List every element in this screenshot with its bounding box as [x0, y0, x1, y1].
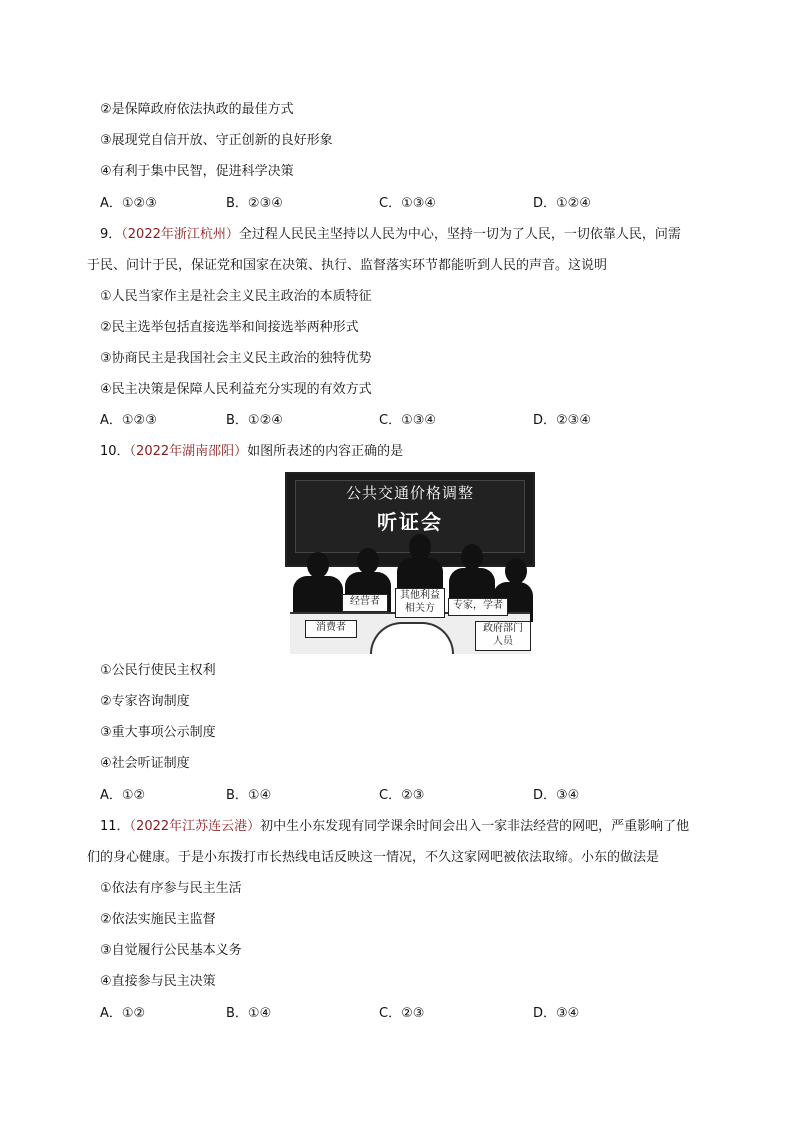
q8-statement-3: ③展现党自信开放、守正创新的良好形象 [100, 133, 333, 148]
q9-option-d[interactable]: D．②③④ [533, 413, 591, 428]
q11-options [100, 1005, 700, 1023]
card-operator: 经营者 [342, 594, 388, 612]
q9-statement-1: ①人民当家作主是社会主义民主政治的本质特征 [100, 289, 372, 304]
q10-source: （2022年湖南邵阳） [129, 444, 248, 459]
q8-option-b[interactable]: B．②③④ [226, 196, 283, 211]
q9-option-b[interactable]: B．①②④ [226, 413, 283, 428]
q10-option-a[interactable]: A．①② [100, 788, 146, 803]
q9-text-1: 全过程人民民主坚持以人民为中心，坚持一切为了人民，一切依靠人民，问需 [238, 227, 681, 242]
q11-text-1: 初中生小东发现有同学课余时间会出入一家非法经营的网吧，严重影响了他 [260, 819, 690, 834]
q10-stem [100, 443, 403, 461]
q8-option-a[interactable]: A．①②③ [100, 196, 157, 211]
q10-statement-1: ①公民行使民主权利 [100, 663, 216, 678]
q11-statement-2: ②依法实施民主监督 [100, 912, 216, 927]
q10-option-b[interactable]: B．①④ [226, 788, 272, 803]
card-experts: 专家，学者 [448, 598, 508, 616]
q11-statement-1: ①依法有序参与民主生活 [100, 881, 242, 896]
hearing-illustration [285, 472, 535, 652]
q10-option-c[interactable]: C．②③ [379, 788, 425, 803]
q10-text-1: 如图所表述的内容正确的是 [247, 444, 404, 459]
q9-source: （2022年浙江杭州） [121, 227, 239, 242]
q9-stem [100, 226, 681, 244]
q9-options [100, 412, 700, 430]
q10-number: 10． [100, 444, 130, 459]
q9-text-2: 于民、问计于民，保证党和国家在决策、执行、监督落实环节都能听到人民的声音。这说明 [87, 258, 608, 273]
q8-statement-2: ②是保障政府依法执政的最佳方式 [100, 102, 294, 117]
card-consumer: 消费者 [305, 620, 357, 638]
q8-statement-4: ④有利于集中民智，促进科学决策 [100, 164, 294, 179]
card-other-parties: 其他利益 相关方 [395, 588, 445, 618]
q9-statement-2: ②民主选举包括直接选举和间接选举两种形式 [100, 320, 359, 335]
q10-options [100, 787, 700, 805]
q10-option-d[interactable]: D．③④ [533, 788, 580, 803]
q8-options [100, 195, 700, 213]
q11-option-a[interactable]: A．①② [100, 1006, 146, 1021]
q10-statement-4: ④社会听证制度 [100, 756, 190, 771]
q9-statement-4: ④民主决策是保障人民利益充分实现的有效方式 [100, 382, 372, 397]
q9-statement-3: ③协商民主是我国社会主义民主政治的独特优势 [100, 351, 372, 366]
q11-text-2: 们的身心健康。于是小东拨打市长热线电话反映这一情况，不久这家网吧被依法取缔。小东的做法是 [87, 850, 660, 865]
q8-option-c[interactable]: C．①③④ [379, 196, 437, 211]
q11-statement-3: ③自觉履行公民基本义务 [100, 943, 242, 958]
q11-option-b[interactable]: B．①④ [226, 1006, 272, 1021]
q8-option-d[interactable]: D．①②④ [533, 196, 591, 211]
card-government: 政府部门 人员 [475, 621, 531, 651]
q11-number: 11． [100, 819, 130, 834]
q11-option-c[interactable]: C．②③ [379, 1006, 425, 1021]
q10-statement-3: ③重大事项公示制度 [100, 725, 216, 740]
q9-number: 9． [100, 227, 122, 242]
banner-title-line2: 听证会 [377, 510, 443, 534]
q9-option-c[interactable]: C．①③④ [379, 413, 437, 428]
q11-stem [100, 818, 689, 836]
q11-source: （2022年江苏连云港） [129, 819, 261, 834]
q9-option-a[interactable]: A．①②③ [100, 413, 157, 428]
q10-statement-2: ②专家咨询制度 [100, 694, 190, 709]
banner-title-line1: 公共交通价格调整 [345, 484, 474, 502]
q11-statement-4: ④直接参与民主决策 [100, 974, 216, 989]
q11-option-d[interactable]: D．③④ [533, 1006, 580, 1021]
